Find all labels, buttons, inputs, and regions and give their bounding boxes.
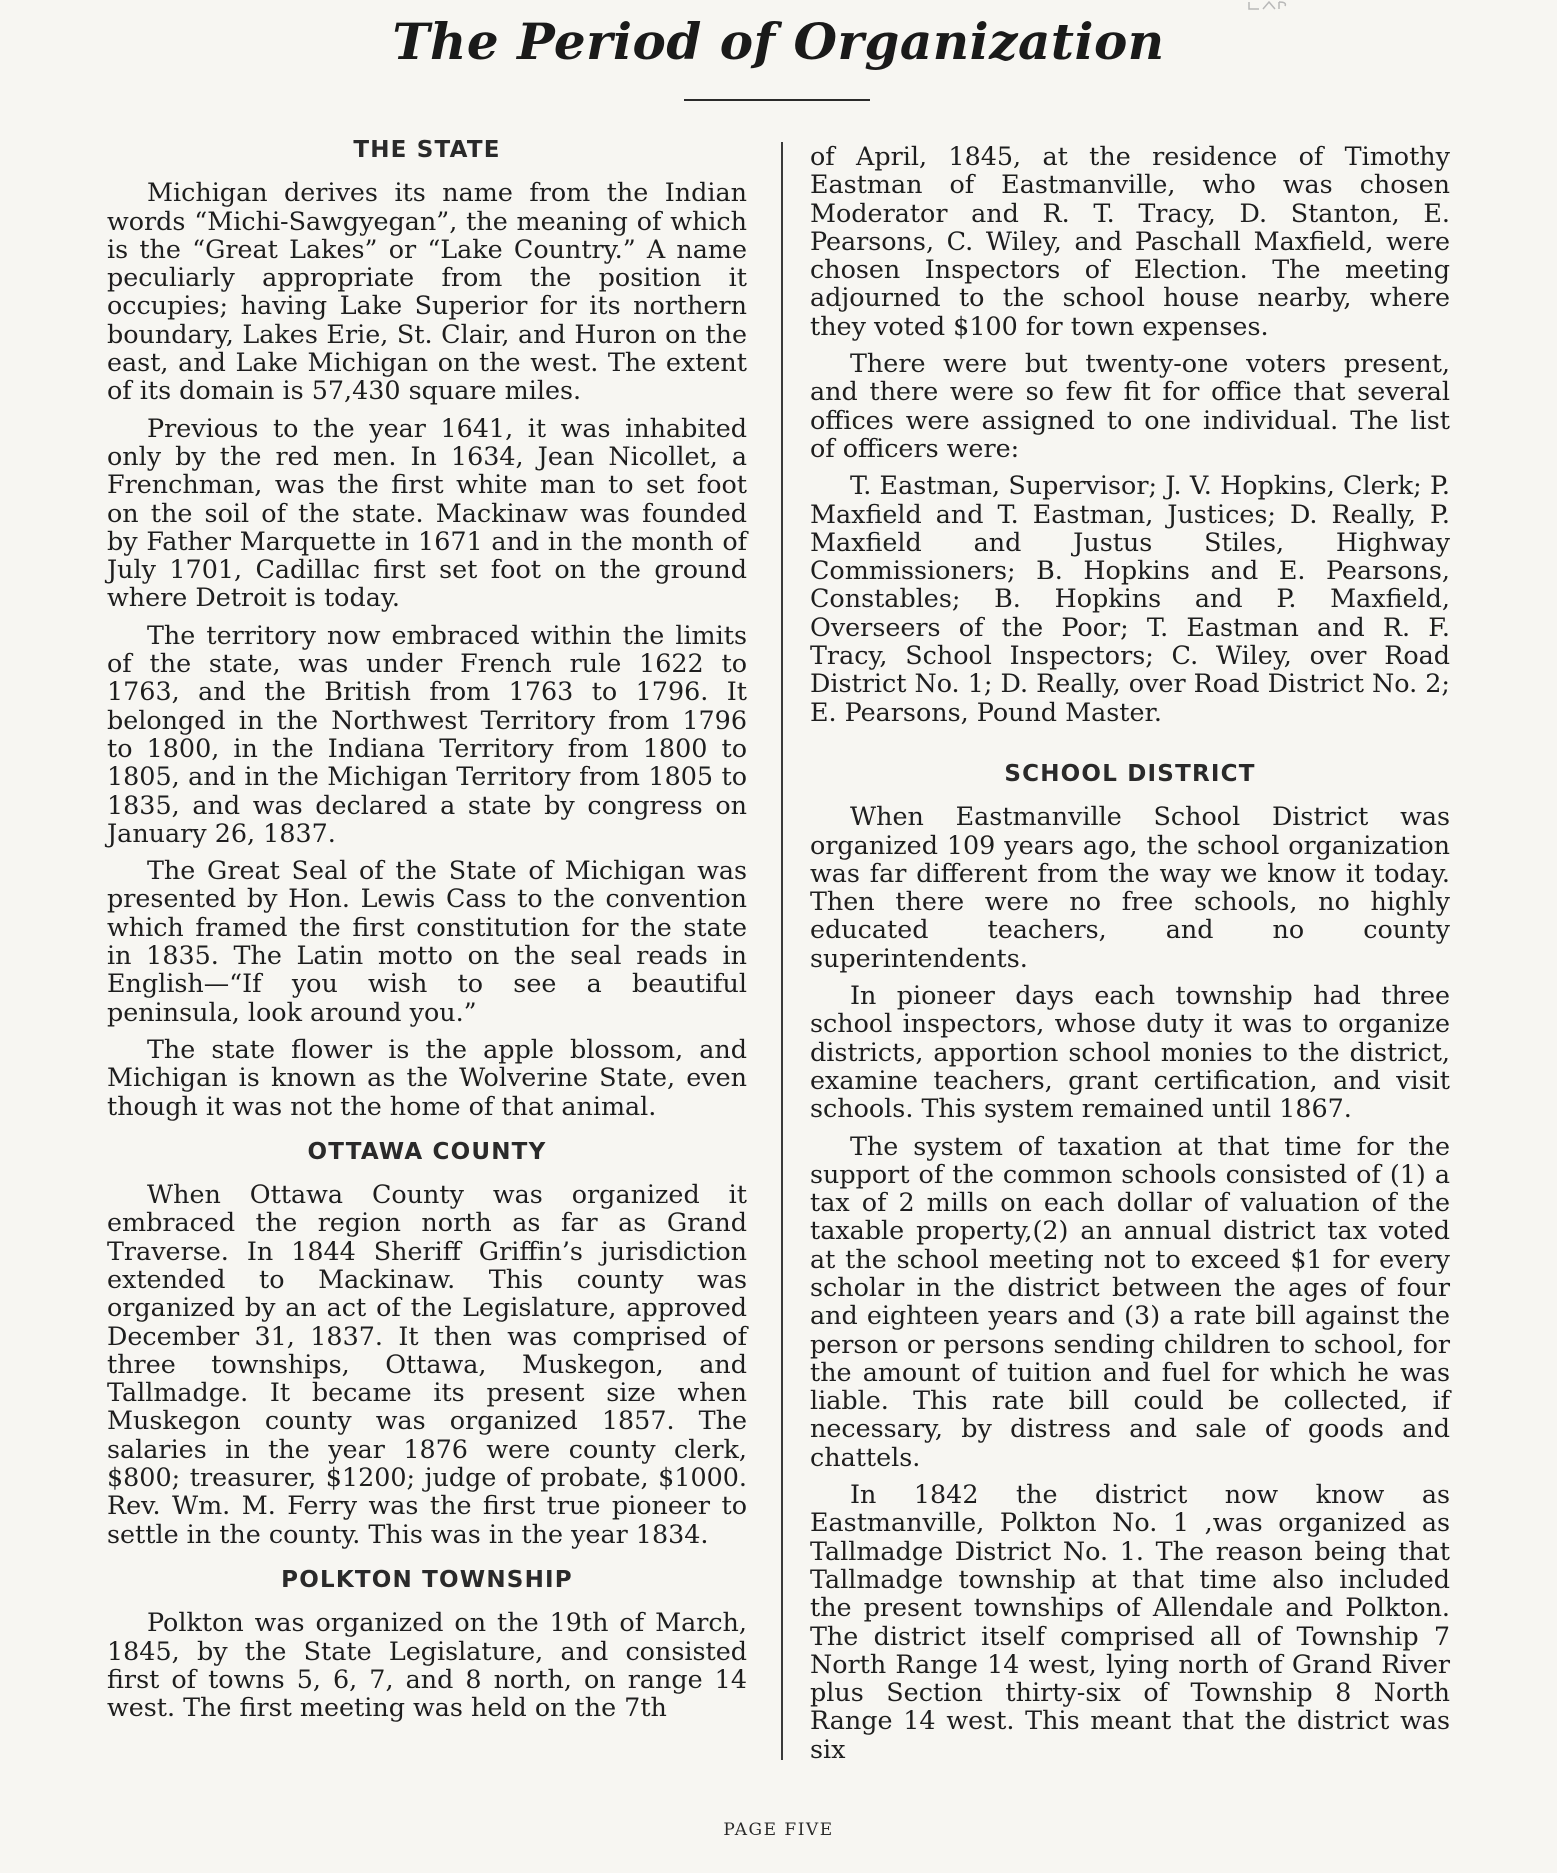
section-heading-state: THE STATE bbox=[353, 137, 501, 163]
paragraph: The Great Seal of the State of Michigan was presented by Hon. Lewis Cass to the convention which framed the first constitution for the state in 1835. The Latin motto on the seal reads in English—“If you wish to see a beautiful peninsula, look around you.” bbox=[107, 855, 747, 1027]
left-column bbox=[107, 136, 747, 1730]
paragraph: of April, 1845, at the residence of Timothy Eastman of Eastmanville, who was chosen Moderator and R. T. Tracy, D. Stanton, E. Pearsons, C. Wiley, and Paschall Maxfield, were chosen Inspectors of Election. The meeting adjourned to the school house nearby, where they voted $100 for town expenses. bbox=[810, 141, 1450, 341]
paragraph: Polkton was organized on the 19th of March, 1845, by the State Legislature, and consisted first of towns 5, 6, 7, and 8 north, on range 14 west. The first meeting was held on the 7th bbox=[107, 1607, 747, 1723]
pencil-mark bbox=[1245, 0, 1305, 12]
paragraph: When Eastmanville School District was organized 109 years ago, the school organization was far different from the way we know it today. Then there were no free schools, no highly educated teachers, and no county superintendents. bbox=[810, 801, 1450, 973]
title-underline bbox=[684, 99, 870, 101]
paragraph: In pioneer days each township had three school inspectors, whose duty it was to organize districts, apportion school monies to the district, examine teachers, grant certification, and visit schools. This system remained until 1867. bbox=[810, 980, 1450, 1124]
page-number: PAGE FIVE bbox=[723, 1820, 834, 1840]
paragraph: Michigan derives its name from the Indian words “Michi-Sawgyegan”, the meaning of which is the “Great Lakes” or “Lake Country.” A name peculiarly appropriate from the position it occupies; having Lake Superior for its northern boundary, Lakes Erie, St. Clair, and Huron on the east, and Lake Michigan on the west. The extent of its domain is 57,430 square miles. bbox=[107, 177, 747, 406]
column-divider bbox=[781, 142, 783, 1760]
section-heading-polkton-township: POLKTON TOWNSHIP bbox=[281, 1566, 573, 1593]
paragraph: There were but twenty-one voters present, and there were so few fit for office that several offices were assigned to one individual. The list of officers were: bbox=[810, 348, 1450, 463]
paragraph: When Ottawa County was organized it embraced the region north as far as Grand Traverse. In 1844 Sheriff Griffin’s jurisdiction extended to Mackinaw. This county was organized by an act of the Legislature, approved December 31, 1837. It then was comprised of three townships, Ottawa, Muskegon, and Tallmadge. It became its present size when Muskegon county was organized 1857. The salaries in the year 1876 were county clerk, $800; treasurer, $1200; judge of probate, $1000. Rev. Wm. M. Ferry was the first true pioneer to settle in the county. This was in the year 1834. bbox=[107, 1179, 747, 1549]
paragraph: The territory now embraced within the limits of the state, was under French rule 1622 to 1763, and the British from 1763 to 1796. It belonged in the Northwest Territory from 1796 to 1800, in the Indiana Territory from 1800 to 1805, and in the Michigan Territory from 1805 to 1835, and was declared a state by congress on January 26, 1837. bbox=[107, 619, 747, 848]
page-title: The Period of Organization bbox=[392, 12, 1165, 71]
paragraph: The system of taxation at that time for the support of the common schools consisted of (1) a tax of 2 mills on each dollar of valuation of the taxable property,(2) an annual district tax voted at the school meeting not to exceed $1 for every scholar in the district between the ages of four and eighteen years and (3) a rate bill against the person or persons sending children to school, for the amount of tuition and fuel for which he was liable. This rate bill could be collected, if necessary, by distress and sale of goods and chattels. bbox=[810, 1130, 1450, 1472]
section-heading-school-district: SCHOOL DISTRICT bbox=[1004, 760, 1256, 787]
right-column bbox=[810, 142, 1450, 1772]
paragraph: The state flower is the apple blossom, and Michigan is known as the Wolverine State, even though it was not the home of that animal. bbox=[107, 1033, 747, 1121]
paragraph: In 1842 the district now know as Eastmanville, Polkton No. 1 ,was organized as Tallmadge District No. 1. The reason being that Tallmadge township at that time also included the present townships of Allendale and Polkton. The district itself comprised all of Township 7 North Range 14 west, lying north of Grand River plus Section thirty-six of Township 8 North Range 14 west. This meant that the district was six bbox=[810, 1479, 1450, 1764]
officer-list: T. Eastman, Supervisor; J. V. Hopkins, Clerk; P. Maxfield and T. Eastman, Justices; D. Really, P. Maxfield and Justus Stiles, Highway Commissioners; B. Hopkins and E. Pearsons, Constables; B. Hopkins and P. Maxfield, Overseers of the Poor; T. Eastman and R. F. Tracy, School Inspectors; C. Wiley, over Road District No. 1; D. Really, over Road District No. 2; E. Pearsons, Pound Master. bbox=[810, 470, 1450, 727]
paragraph: Previous to the year 1641, it was inhabited only by the red men. In 1634, Jean Nicollet, a Frenchman, was the first white man to set foot on the soil of the state. Mackinaw was founded by Father Marquette in 1671 and in the month of July 1701, Cadillac first set foot on the ground where Detroit is today. bbox=[107, 412, 747, 613]
section-heading-ottawa-county: OTTAWA COUNTY bbox=[307, 1138, 547, 1165]
